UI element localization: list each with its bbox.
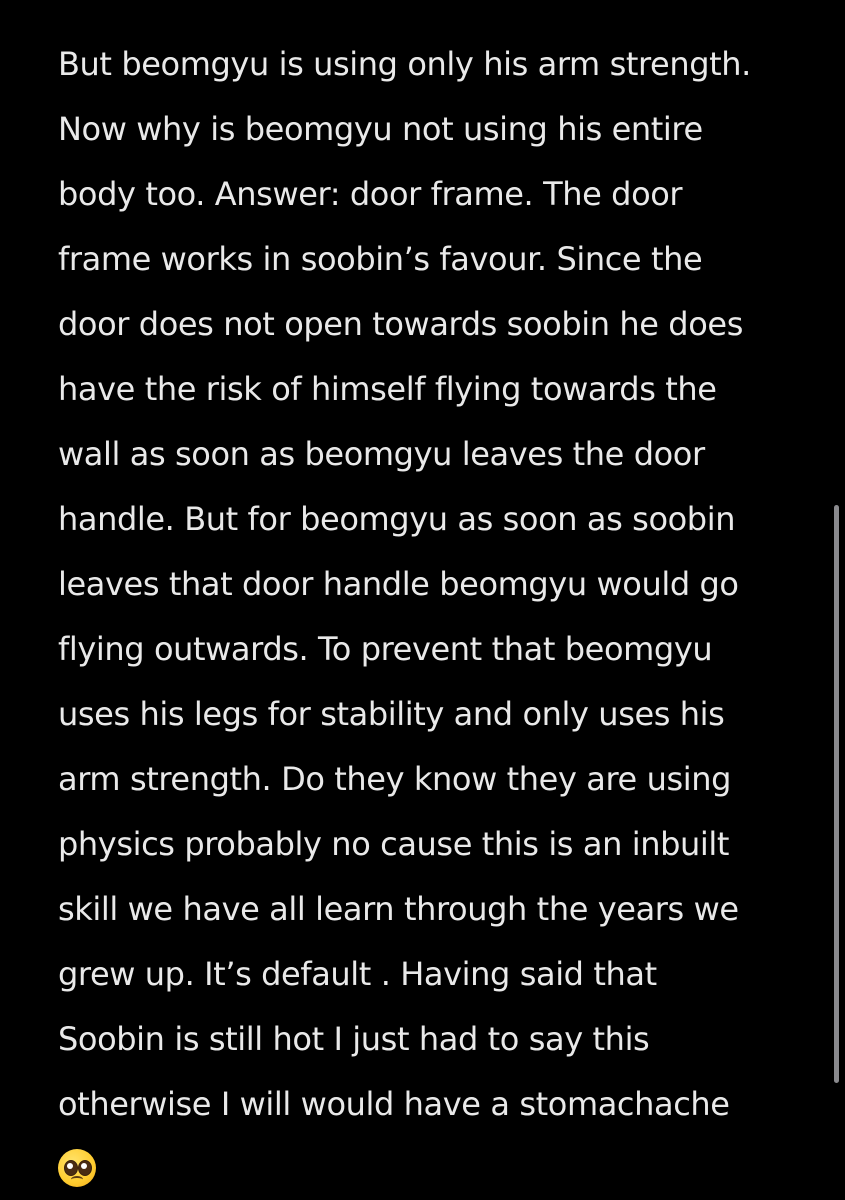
note-text-body[interactable] [58,32,828,1200]
note-line: frame works in soobin’s favour. Since the [58,240,703,278]
note-line: But beomgyu is using only his arm strength. [58,45,751,83]
note-line: have the risk of himself flying towards the [58,370,717,408]
note-emoji-line [58,1137,828,1200]
vertical-scrollbar[interactable] [834,505,839,1083]
note-line: uses his legs for stability and only uses his [58,695,725,733]
pleading-face-emoji-icon [58,1149,96,1187]
note-line: Soobin is still hot I just had to say this [58,1020,650,1058]
note-line: grew up. It’s default . Having said that [58,955,657,993]
note-line: Now why is beomgyu not using his entire [58,110,703,148]
note-line: physics probably no cause this is an inbuilt [58,825,730,863]
note-line: arm strength. Do they know they are using [58,760,732,798]
note-line: flying outwards. To prevent that beomgyu [58,630,713,668]
note-line: door does not open towards soobin he does [58,305,743,343]
emoji-mouth [71,1176,83,1183]
note-line: wall as soon as beomgyu leaves the door [58,435,705,473]
emoji-right-eye [78,1160,92,1176]
note-line: handle. But for beomgyu as soon as soobin [58,500,736,538]
note-line: otherwise I will would have a stomachache [58,1085,730,1123]
note-line: body too. Answer: door frame. The door [58,175,683,213]
emoji-left-eye [64,1160,78,1176]
note-line: leaves that door handle beomgyu would go [58,565,739,603]
note-line: skill we have all learn through the years we [58,890,739,928]
